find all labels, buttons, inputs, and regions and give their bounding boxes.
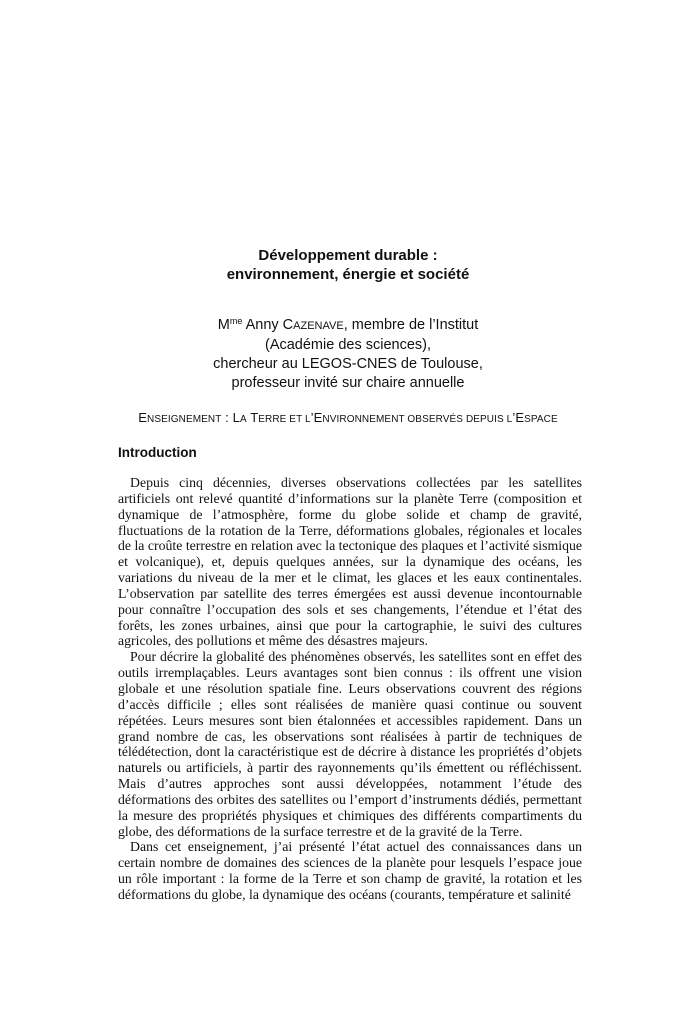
subject-part-5-rest: NVIRONNEMENT OBSERVÉS DEPUIS L — [322, 414, 513, 425]
paragraph-1: Depuis cinq décennies, diverses observations collectées par les satellites artificiels ont relevé quantité d’informations sur la planète Terre (composition et dynamique de l’atmosphère, forme du globe solide et champ de gravité, fluctuations de la rotation de la Terre, déformations globales, régionales et locales de la croûte terrestre en relation avec la tectonique des plaques et l’activité sismique et volcanique), et, depuis quelques années, sur la dynamique des océans, les variations du niveau de la mer et le climat, les glaces et les eaux continentales. L’observation par satellite des terres émergées est aussi devenue incontournable pour connaître l’occupation des sols et ses changements, l’étendue et l’état des forêts, les zones urbaines, ainsi que pour la cartographie, le suivi des cultures agricoles, des pollutions et même des désastres majeurs. — [118, 475, 582, 649]
subject-part-5-cap: ’E — [310, 410, 323, 425]
author-role: , membre de l’Institut — [343, 317, 479, 333]
author-line-1 — [0, 316, 696, 336]
author-first-name: Anny — [245, 317, 279, 333]
author-line-4: professeur invité sur chaire annuelle — [231, 375, 465, 391]
body-text — [118, 475, 582, 903]
paragraph-3: Dans cet enseignement, j’ai présenté l’état actuel des connaissances dans un certain nombre de domaines des sciences de la planète pour lesquels l’espace joue un rôle important : la forme de la Terre et son champ de gravité, la rotation et les déformations du globe, la dynamique des océans (courants, température et salinité — [118, 839, 582, 902]
subject-part-3-cap: L — [232, 410, 240, 425]
author-surname-initial: C — [282, 317, 294, 333]
author-line-3: chercheur au LEGOS-CNES de Toulouse, — [213, 356, 483, 372]
page-title — [0, 246, 696, 284]
subject-part-6-rest: SPACE — [524, 414, 558, 425]
title-line-1: Développement durable : — [258, 247, 438, 264]
subject-part-3-rest: A — [239, 414, 247, 425]
course-subject — [0, 410, 696, 428]
title-line-2: environnement, énergie et société — [226, 266, 470, 283]
subject-part-6-cap: ’E — [512, 410, 525, 425]
section-heading: Introduction — [118, 445, 197, 460]
author-title-prefix: M — [217, 317, 230, 333]
author-surname-rest: AZENAVE — [293, 320, 344, 332]
subject-part-1-cap: E — [138, 410, 147, 425]
subject-part-1-rest: NSEIGNEMENT — [147, 414, 222, 425]
subject-part-4-cap: T — [246, 410, 259, 425]
paragraph-2: Pour décrire la globalité des phénomènes observés, les satellites sont en effet des outils irremplaçables. Leurs avantages sont bien connus : ils offrent une vision globale et une résolution spatiale fine. Leurs observations couvrent des régions d’accès difficile ; elles sont réalisées de manière quasi continue ou souvent répétées. Leurs mesures sont bien étalonnées et accessibles rapidement. Dans un grand nombre de cas, les observations sont réalisées à partir de techniques de télédétection, dont la caractéristique est de décrire à distance les propriétés d’objets naturels ou artificiels, à partir des rayonnements qu’ils émettent ou réfléchissent. Mais d’autres approches sont aussi développées, notamment l’étude des déformations des orbites des satellites ou l’emport d’instruments dédiés, permettant la mesure des propriétés physiques et chimiques des différents compartiments du globe, des déformations de la surface terrestre et de la gravité de la Terre. — [118, 649, 582, 839]
author-line-2: (Académie des sciences), — [264, 337, 431, 353]
subject-separator: : — [221, 410, 233, 425]
author-title-sup: me — [229, 316, 243, 326]
subject-part-4-rest: ERRE ET L — [258, 414, 311, 425]
author-block — [0, 316, 696, 393]
